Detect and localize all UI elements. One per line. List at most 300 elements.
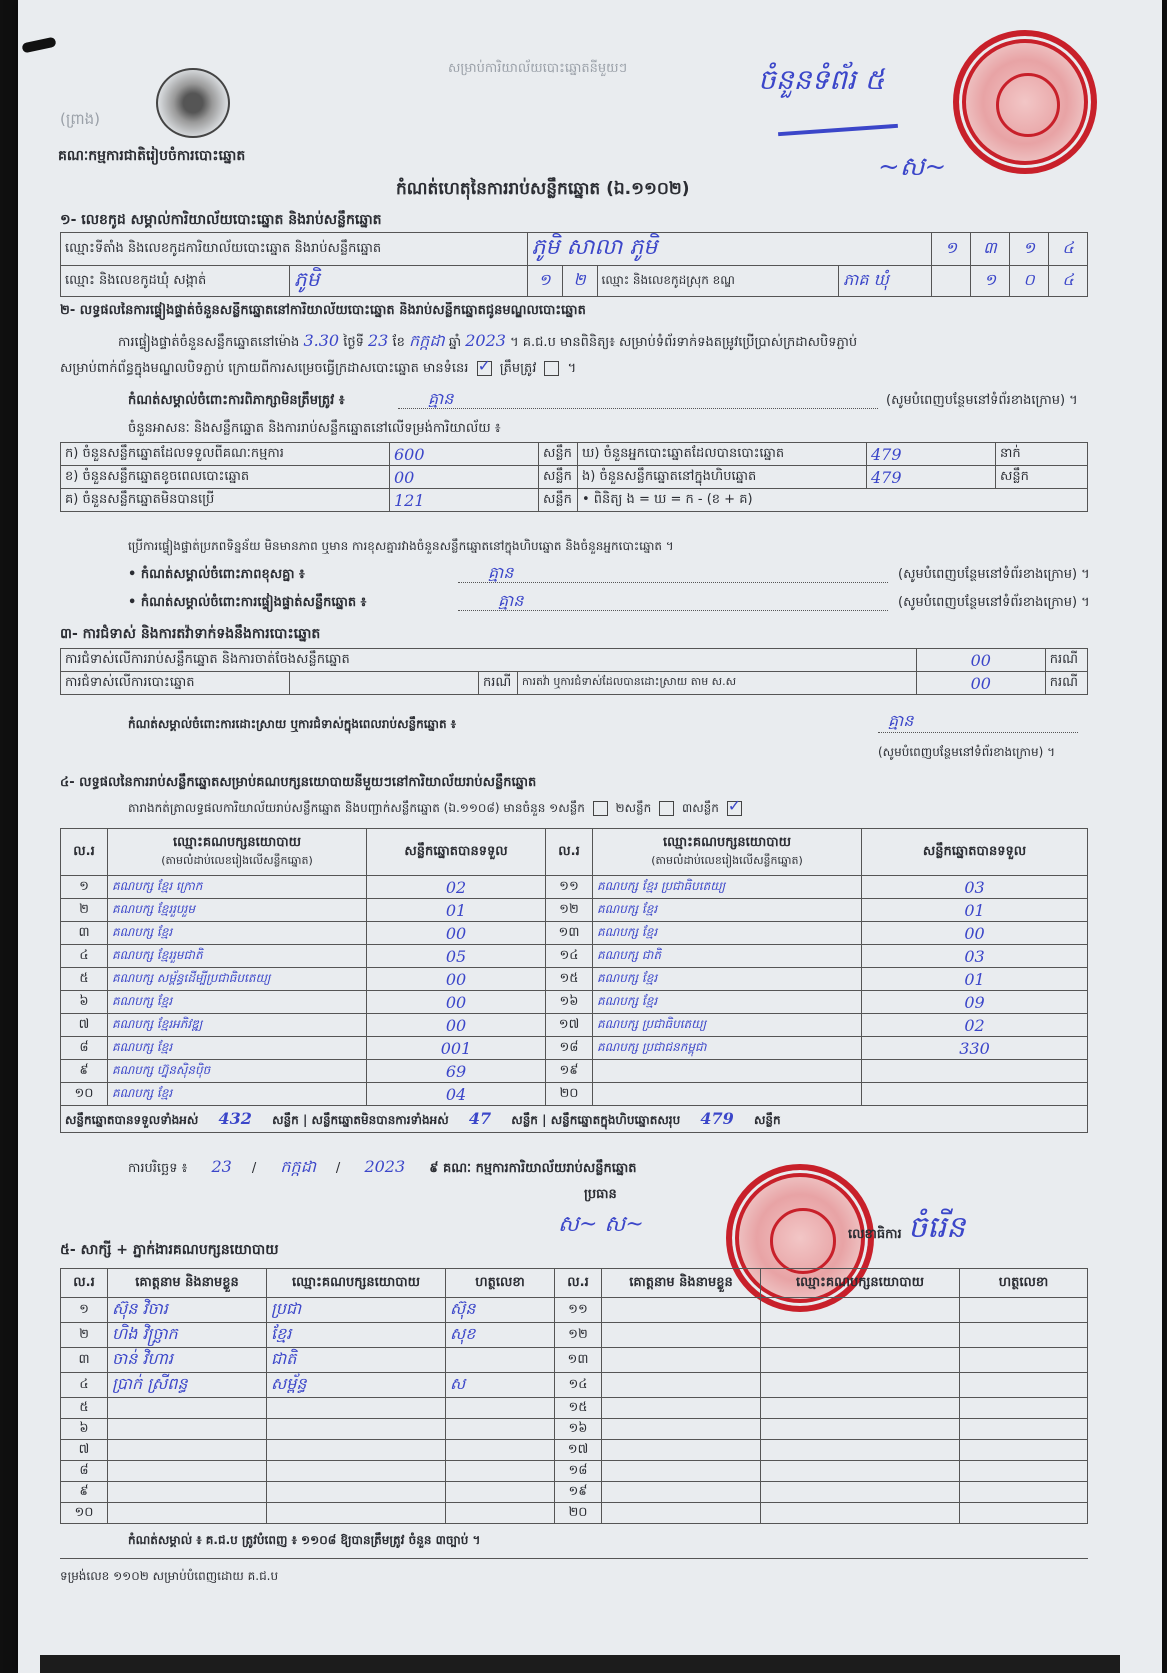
ballot-unit-d: នាក់ (996, 443, 1088, 466)
party-row (61, 1037, 1088, 1060)
party-votes: 02 (367, 876, 546, 899)
bullet1-label: • កំណត់សម្គាល់ចំពោះភាពខុសគ្នា ៖ (128, 567, 305, 582)
witness-name (602, 1323, 761, 1348)
party-name: គណបក្ស ខ្មែរ (593, 922, 862, 945)
party-row (61, 945, 1088, 968)
red-official-stamp-top (953, 30, 1097, 174)
party-no: ១៤ (546, 945, 593, 968)
witness-row (61, 1373, 1088, 1398)
party-name: គណបក្ស ជាតិ (593, 945, 862, 968)
party-votes: 09 (862, 991, 1088, 1014)
witness-no: ៩ (61, 1482, 108, 1503)
section3-note-suffix: (សូមបំពេញបន្ថែមនៅទំព័រខាងក្រោម) ។ (878, 745, 1056, 759)
party-row (61, 876, 1088, 899)
party-no: ១៣ (546, 922, 593, 945)
ballot-unit-b: សន្លឹក (539, 466, 578, 489)
party-no: ១៨ (546, 1037, 593, 1060)
party-votes: 05 (367, 945, 546, 968)
ballot-unit-e: សន្លឹក (996, 466, 1088, 489)
member-signature-1: ស~ ស~ (558, 1212, 644, 1237)
col-votes-right: សន្លឹកឆ្នោតបានទទួល (862, 829, 1088, 876)
witness-no: ៧ (61, 1440, 108, 1461)
party-name: គណបក្ស ខ្មែរ ក្រោក (108, 876, 367, 899)
objection-row2-unit-mid: ករណី (479, 672, 518, 695)
checkbox-two-sheets[interactable] (659, 801, 674, 816)
count-time: 3.30 (303, 331, 340, 350)
witness-party (761, 1398, 960, 1419)
emblem-icon (156, 68, 230, 138)
witness-name (602, 1482, 761, 1503)
witness-party (267, 1440, 446, 1461)
witness-no: ៣ (61, 1348, 108, 1373)
party-no: ១១ (546, 876, 593, 899)
opt-two-sheets: ២សន្លឹក (615, 801, 652, 815)
witness-row (61, 1298, 1088, 1323)
witness-signature (960, 1440, 1088, 1461)
witness-signature: សុខ (446, 1323, 555, 1348)
party-name: គណបក្ស ខ្មែរ (108, 922, 367, 945)
witness-row (61, 1440, 1088, 1461)
party-no: ១៧ (546, 1014, 593, 1037)
witness-no: ១៦ (555, 1419, 602, 1440)
section2-line3: ប្រើការផ្ទៀងផ្ទាត់ប្រភពទិន្នន័យ មិនមានភាព ឬមាន ការខុសគ្នារវាងចំនួនសន្លឹកឆ្នោតនៅក្នុងហិបឆ្នោត និងចំនួនអ្នកបោះឆ្នោត ។ (128, 539, 674, 553)
ballot-row (61, 489, 1088, 512)
ballot-unit-a: សន្លឹក (539, 443, 578, 466)
party-votes: 01 (862, 899, 1088, 922)
section1-table (60, 232, 1088, 297)
party-no: ៥ (61, 968, 108, 991)
witness-no: ១ (61, 1298, 108, 1323)
witness-no: ១៤ (555, 1373, 602, 1398)
scan-bottom-shadow (40, 1655, 1120, 1673)
valid-label: សន្លឹកឆ្នោតបានទទួលទាំងអស់ (65, 1112, 199, 1127)
checkbox-one-sheet[interactable] (593, 801, 608, 816)
party-name: គណបក្ស ខ្មែរ (108, 991, 367, 1014)
witness-party (267, 1398, 446, 1419)
objection-row1-unit: ករណី (1045, 649, 1087, 672)
location-digit-4: ៤ (1049, 233, 1088, 266)
objection-row2-label: ការជំទាស់លើការបោះឆ្នោត (61, 672, 290, 695)
faded-label: (ព្រាង) (60, 110, 100, 128)
ballot-row (61, 443, 1088, 466)
witness-party (761, 1348, 960, 1373)
witness-no: ១៣ (555, 1348, 602, 1373)
party-name (593, 1060, 862, 1083)
count-day: 23 (367, 331, 389, 350)
ballot-count-table (60, 442, 1088, 512)
handwritten-signature (778, 124, 898, 136)
party-votes: 00 (367, 922, 546, 945)
objection-row2-value: 00 (916, 672, 1045, 695)
total-unit: សន្លឹក (753, 1112, 781, 1127)
date-suffix: ៩ គណៈ កម្មការការិយាល័យរាប់សន្លឹកឆ្នោត (429, 1161, 637, 1176)
col-votes-left: សន្លឹកឆ្នោតបានទទួល (367, 829, 546, 876)
witness-row (61, 1323, 1088, 1348)
party-votes: 04 (367, 1083, 546, 1106)
section2-note-label: កំណត់សម្គាល់ចំពោះការពិភាក្សាមិនត្រឹមត្រូវ ៖ (128, 393, 345, 408)
commune-label: ឈ្មោះ និងលេខកូដឃុំ សង្កាត់ (61, 266, 290, 297)
witness-name (602, 1298, 761, 1323)
witness-name (602, 1348, 761, 1373)
section2-heading: ២- លទ្ធផលនៃការផ្ទៀងផ្ទាត់ចំនួនសន្លឹកឆ្នោតនៅការិយាល័យបោះឆ្នោត និងរាប់សន្លឹកឆ្នោតជូនមណ្ឌលបោះឆ្នោត (60, 303, 586, 318)
party-name: គណបក្ស ហ្វ៊ុនស៊ិនប៉ិច (108, 1060, 367, 1083)
witness-no: ១០ (61, 1503, 108, 1524)
witness-name (108, 1482, 267, 1503)
district-digit-3: ៤ (1049, 266, 1088, 297)
party-name: គណបក្ស ខ្មែរ (108, 1083, 367, 1106)
party-name: គណបក្ស ខ្មែរអភិវឌ្ឍ (108, 1014, 367, 1037)
witness-no: ៤ (61, 1373, 108, 1398)
col-party-title: ឈ្មោះគណបក្សនយោបាយ (173, 835, 301, 850)
witness-name (108, 1419, 267, 1440)
location-digit-3: ១ (1010, 233, 1049, 266)
witness-no: ៨ (61, 1461, 108, 1482)
party-name: គណបក្ស សម្ព័ន្ធដើម្បីប្រជាធិបតេយ្យ (108, 968, 367, 991)
line2-text: សម្រាប់ពាក់ព័ន្ធក្នុងមណ្ឌលបិទភ្ជាប់ ក្រោយពីការសម្រេចធ្វើក្រដាសបោះឆ្នោត មានទំនេរ (60, 361, 469, 376)
party-no: ១៦ (546, 991, 593, 1014)
party-row (61, 922, 1088, 945)
section2-line1 (118, 330, 857, 354)
witness-party (761, 1440, 960, 1461)
bullet2-dotted-line (458, 610, 888, 611)
section3-note-label: កំណត់សម្គាល់ចំពោះការដោះស្រាយ ឬការជំទាស់ក្នុងពេលរាប់សន្លឹកឆ្នោត ៖ (128, 717, 457, 731)
section1-heading: ១- លេខកូដ សម្គាល់ការិយាល័យបោះឆ្នោត និងរាប់សន្លឹកឆ្នោត (60, 212, 382, 228)
secretary-signature: ចំរើន (908, 1210, 966, 1245)
total-value: 479 (700, 1108, 734, 1128)
party-votes: 03 (862, 945, 1088, 968)
date-month: កក្កដា (280, 1157, 316, 1176)
bullet1-suffix: (សូមបំពេញបន្ថែមនៅទំព័រខាងក្រោម) ។ (898, 567, 1090, 582)
witness-party (267, 1419, 446, 1440)
ballot-label-c: គ) ចំនួនសន្លឹកឆ្នោតមិនបានប្រើ (61, 489, 390, 512)
party-no: ៨ (61, 1037, 108, 1060)
handwritten-signature-2: ~ស~ (878, 152, 947, 182)
witness-no: ២០ (555, 1503, 602, 1524)
witness-row (61, 1461, 1088, 1482)
witness-signature (446, 1461, 555, 1482)
witness-signature (960, 1298, 1088, 1323)
objection-row1-value: 00 (916, 649, 1045, 672)
party-name: គណបក្ស ខ្មែរ (593, 991, 862, 1014)
party-votes: 01 (862, 968, 1088, 991)
party-name: គណបក្ស ខ្មែររួមជាតិ (108, 945, 367, 968)
section5-heading: ៥- សាក្សី + ភ្នាក់ងារគណបក្សនយោបាយ (60, 1242, 279, 1258)
witness-party (761, 1482, 960, 1503)
bullet2-suffix: (សូមបំពេញបន្ថែមនៅទំព័រខាងក្រោម) ។ (898, 595, 1090, 610)
witness-signature (960, 1373, 1088, 1398)
witness-no: ៦ (61, 1419, 108, 1440)
location-value: ភូមិ សាលា ភូមិ (527, 233, 931, 266)
witness-no: ១៩ (555, 1482, 602, 1503)
witness-signature (960, 1348, 1088, 1373)
commune-value: ភូមិ (290, 266, 528, 297)
time-prefix: ការផ្ទៀងផ្ទាត់ចំនួនសន្លឹកឆ្នោតនៅម៉ោង (118, 335, 300, 350)
witness-row (61, 1503, 1088, 1524)
handwritten-page-count: ចំនួនទំព័រ ៥ (758, 63, 885, 96)
party-name (593, 1083, 862, 1106)
witness-signature: ស៊ុន (446, 1298, 555, 1323)
witness-signature (446, 1348, 555, 1373)
section2-line2: សម្រាប់ពាក់ព័ន្ធក្នុងមណ្ឌលបិទភ្ជាប់ ក្រោយពីការសម្រេចធ្វើក្រដាសបោះឆ្នោត មានទំនេរ ✓ ត្រឹមត្រូវ ។ (60, 360, 576, 379)
party-name: គណបក្ស ខ្មែរ ប្រជាធិបតេយ្យ (593, 876, 862, 899)
party-votes: 001 (367, 1037, 546, 1060)
district-digit-2: ០ (1010, 266, 1049, 297)
party-name: គណបក្ស ខ្មែរ (108, 1037, 367, 1060)
bullet2-value: គ្មាន (498, 591, 524, 610)
note-dotted-line (398, 408, 878, 409)
totals-row: សន្លឹកឆ្នោតបានទទួលទាំងអស់ 432 សន្លឹក | សន្លឹកឆ្នោតមិនបានការទាំងអស់ 47 សន្លឹក | សន្លឹកឆ្នោតក្នុងហិបឆ្នោតសរុប 479 សន្លឹក (61, 1106, 1088, 1133)
party-votes (862, 1060, 1088, 1083)
witness-party: ខ្មែរ (267, 1323, 446, 1348)
document-sheet (18, 0, 1162, 1673)
w-col-no-left: ល.រ (61, 1269, 108, 1298)
district-value: ភាគ ឃុំ (839, 266, 932, 297)
party-no: ៣ (61, 922, 108, 945)
party-votes: 00 (367, 968, 546, 991)
witness-party (267, 1503, 446, 1524)
invalid-unit: សន្លឹក (511, 1112, 538, 1127)
divider-line (60, 1558, 1088, 1559)
count-month: កក្កដា (409, 331, 445, 350)
bullet1-value: គ្មាន (488, 563, 514, 582)
ballot-value-b: 00 (390, 466, 539, 489)
hole-punch (21, 37, 56, 54)
w-col-sign-left: ហត្ថលេខា (446, 1269, 555, 1298)
org-name: គណៈកម្មការជាតិរៀបចំការបោះឆ្នោត (58, 148, 246, 164)
witness-signature (960, 1419, 1088, 1440)
w-col-no-right: ល.រ (555, 1269, 602, 1298)
party-votes: 00 (862, 922, 1088, 945)
col-party-title: ឈ្មោះគណបក្សនយោបាយ (663, 835, 791, 850)
witness-party (267, 1461, 446, 1482)
witness-party (761, 1323, 960, 1348)
witness-party: ប្រជា (267, 1298, 446, 1323)
section4-intro (128, 800, 746, 818)
count-year: 2023 (465, 331, 506, 350)
w-col-party-right: ឈ្មោះគណបក្សនយោបាយ (761, 1269, 960, 1298)
day-prefix: ថ្ងៃទី (343, 335, 364, 350)
witness-no: ៥ (61, 1398, 108, 1419)
ballot-value-e: 479 (867, 466, 996, 489)
party-name: គណបក្ស ខ្មែរ (593, 899, 862, 922)
section4-intro-text: តារាងកត់ត្រាលទ្ធផលការិយាល័យរាប់សន្លឹកឆ្នោត និងបញ្ជាក់សន្លឹកឆ្នោត (ឯ.១១០៨) មានចំនួន ១សន្លឹក (128, 801, 585, 815)
ballot-unit-c: សន្លឹក (539, 489, 578, 512)
party-name: គណបក្ស ប្រជាធិបតេយ្យ (593, 1014, 862, 1037)
witness-name (602, 1503, 761, 1524)
party-row (61, 991, 1088, 1014)
witness-name (602, 1440, 761, 1461)
witness-name (108, 1398, 267, 1419)
objection-row2-mid: ការតវ៉ា ឬការជំទាស់ដែលបានដោះស្រាយ តាម ស.ស (518, 672, 917, 695)
party-no: ១០ (61, 1083, 108, 1106)
witness-party (761, 1461, 960, 1482)
witness-name (602, 1419, 761, 1440)
party-no: ១២ (546, 899, 593, 922)
bullet1-dotted-line (458, 582, 888, 583)
witness-row (61, 1348, 1088, 1373)
ballot-label-b: ខ) ចំនួនសន្លឹកឆ្នោតខូចពេលបោះឆ្នោត (61, 466, 390, 489)
party-no: ១៩ (546, 1060, 593, 1083)
witness-row (61, 1398, 1088, 1419)
col-no-right: ល.រ (546, 829, 593, 876)
party-votes: 00 (367, 991, 546, 1014)
witness-party (761, 1419, 960, 1440)
party-name: គណបក្ស ប្រជាជនកម្ពុជា (593, 1037, 862, 1060)
section3-note-value: គ្មាន (888, 711, 914, 730)
witness-name (108, 1503, 267, 1524)
witness-table (60, 1268, 1088, 1524)
witness-row (61, 1482, 1088, 1503)
bottom-note: ទម្រង់លេខ ១១០២ សម្រាប់បំពេញដោយ គ.ជ.ប (60, 1569, 279, 1583)
section3-heading: ៣- ការជំទាស់ និងការតវ៉ាទាក់ទងនឹងការបោះឆ្នោត (60, 626, 321, 642)
party-no: ១៥ (546, 968, 593, 991)
witness-signature (446, 1419, 555, 1440)
checkbox-incorrect[interactable] (544, 361, 559, 376)
commune-digit-1: ១ (527, 266, 562, 297)
opt-three-sheets: ៣សន្លឹក (681, 801, 719, 815)
witness-signature (960, 1482, 1088, 1503)
w-col-party-left: ឈ្មោះគណបក្សនយោបាយ (267, 1269, 446, 1298)
top-note: សម្រាប់ការិយាល័យបោះឆ្នោតនីមួយៗ (448, 61, 628, 76)
members-label: ប្រធាន (584, 1187, 617, 1202)
party-votes: 69 (367, 1060, 546, 1083)
ballot-check-formula: • ពិនិត្យ ង = ឃ = ក - (ខ + គ) (578, 489, 1088, 512)
col-party-right (593, 829, 862, 876)
witness-no: ១១ (555, 1298, 602, 1323)
valid-value: 432 (218, 1108, 252, 1128)
party-no: ៤ (61, 945, 108, 968)
w-col-name-right: គោត្តនាម និងនាមខ្លួន (602, 1269, 761, 1298)
commune-digit-2: ២ (562, 266, 597, 297)
witness-party (267, 1482, 446, 1503)
section3-dotted-line (878, 732, 1078, 733)
section2-note-value: គ្មាន (428, 389, 454, 408)
witness-name (602, 1461, 761, 1482)
party-votes: 03 (862, 876, 1088, 899)
objection-row2-unit: ករណី (1045, 672, 1087, 695)
ballot-label-a: ក) ចំនួនសន្លឹកឆ្នោតដែលទទួលពីគណៈកម្មការ (61, 443, 390, 466)
party-votes: 00 (367, 1014, 546, 1037)
col-no-left: ល.រ (61, 829, 108, 876)
party-votes (862, 1083, 1088, 1106)
party-no: ៩ (61, 1060, 108, 1083)
month-prefix: ខែ (392, 335, 405, 350)
party-votes: 02 (862, 1014, 1088, 1037)
witness-signature (960, 1461, 1088, 1482)
party-row (61, 968, 1088, 991)
date-year: 2023 (364, 1157, 406, 1176)
witness-signature (960, 1398, 1088, 1419)
total-label: សន្លឹកឆ្នោតក្នុងហិបឆ្នោតសរុប (550, 1112, 681, 1127)
location-digit-1: ១ (932, 233, 971, 266)
col-party-left (108, 829, 367, 876)
party-row (61, 899, 1088, 922)
witness-signature: ស (446, 1373, 555, 1398)
party-row (61, 1083, 1088, 1106)
witness-no: ១៧ (555, 1440, 602, 1461)
ballot-label-d: ឃ) ចំនួនអ្នកបោះឆ្នោតដែលបានបោះឆ្នោត (578, 443, 867, 466)
section2-intro: ចំនួនអាសនៈ និងសន្លឹកឆ្នោត និងការរាប់សន្លឹកឆ្នោតនៅលើទម្រង់ការិយាល័យ ៖ (128, 421, 501, 436)
district-spacer (932, 266, 971, 297)
witness-party: ជាតិ (267, 1348, 446, 1373)
form-title: កំណត់ហេតុនៃការរាប់សន្លឹកឆ្នោត (ឯ.១១០២) (396, 179, 690, 199)
witness-signature (446, 1398, 555, 1419)
objection-row1-label: ការជំទាស់លើការរាប់សន្លឹកឆ្នោត និងការចាត់ចែងសន្លឹកឆ្នោត (61, 649, 917, 672)
witness-party (761, 1373, 960, 1398)
witness-signature (960, 1323, 1088, 1348)
location-label: ឈ្មោះទីតាំង និងលេខកូដការិយាល័យបោះឆ្នោត និងរាប់សន្លឹកឆ្នោត (61, 233, 528, 266)
witness-name: ចាន់ វិហារ (108, 1348, 267, 1373)
witness-signature (446, 1482, 555, 1503)
objections-table (60, 648, 1088, 695)
party-no: ២០ (546, 1083, 593, 1106)
location-digit-2: ៣ (971, 233, 1010, 266)
party-name: គណបក្ស ខ្មែរ (593, 968, 862, 991)
invalid-value: 47 (468, 1108, 492, 1128)
party-votes: 01 (367, 899, 546, 922)
witness-signature (446, 1440, 555, 1461)
witness-party (761, 1503, 960, 1524)
secretary-label: លេខាធិការ (848, 1227, 902, 1242)
witness-no: ១៥ (555, 1398, 602, 1419)
bullet2-label: • កំណត់សម្គាល់ចំពោះការផ្ទៀងផ្ទាត់សន្លឹកឆ្នោត ៖ (128, 595, 367, 610)
witness-name (602, 1373, 761, 1398)
party-votes: 330 (862, 1037, 1088, 1060)
witness-no: ១២ (555, 1323, 602, 1348)
date-label: ការបរិច្ឆេទ ៖ (128, 1161, 188, 1176)
section5-footnote: កំណត់សម្គាល់ ៖ គ.ជ.ប ត្រូវបំពេញ ៖ ១១០៨ ឱ្យបានត្រឹមត្រូវ ចំនួន ៣ច្បាប់ ។ (128, 1533, 481, 1547)
party-name: គណបក្ស ខ្មែររួបរួម (108, 899, 367, 922)
opt-yes-label: ត្រឹមត្រូវ (499, 361, 537, 376)
year-prefix: ឆ្នាំ (448, 335, 462, 350)
witness-name: ស៊ុន វិចារ (108, 1298, 267, 1323)
party-no: ២ (61, 899, 108, 922)
w-col-sign-right: ហត្ថលេខា (960, 1269, 1088, 1298)
col-party-subtitle: (តាមលំដាប់លេខរៀងលើសន្លឹកឆ្នោត) (651, 854, 803, 867)
checkbox-three-sheets[interactable] (727, 801, 742, 816)
district-label: ឈ្មោះ និងលេខកូដស្រុក ខណ្ឌ (597, 266, 839, 297)
district-digit-1: ១ (971, 266, 1010, 297)
ballot-row (61, 466, 1088, 489)
witness-name: ប្រាក់ ស្រីពន្ធ (108, 1373, 267, 1398)
w-col-name-left: គោត្តនាម និងនាមខ្លួន (108, 1269, 267, 1298)
witness-name (108, 1440, 267, 1461)
witness-no: ១៨ (555, 1461, 602, 1482)
party-row (61, 1060, 1088, 1083)
checkbox-correct[interactable] (477, 361, 492, 376)
party-results-table (60, 828, 1088, 1133)
witness-no: ២ (61, 1323, 108, 1348)
ballot-value-d: 479 (867, 443, 996, 466)
line1-suffix: ។ គ.ជ.ប មានពិនិត្យ៖ សម្រាប់ទំព័រទាក់ទងតម្រូវប្រើប្រាស់ក្រដាសបិទភ្ជាប់ (510, 335, 858, 350)
party-row (61, 1014, 1088, 1037)
witness-name: ហិង វិច្ឆ្រាក (108, 1323, 267, 1348)
ballot-label-e: ង) ចំនួនសន្លឹកឆ្នោតនៅក្នុងហិបឆ្នោត (578, 466, 867, 489)
invalid-label: សន្លឹកឆ្នោតមិនបានការទាំងអស់ (311, 1112, 449, 1127)
date-day: 23 (211, 1157, 232, 1176)
witness-party (761, 1298, 960, 1323)
party-no: ១ (61, 876, 108, 899)
objection-row2-blank (290, 672, 479, 695)
witness-party: សម្ព័ន្ធ (267, 1373, 446, 1398)
party-no: ៦ (61, 991, 108, 1014)
col-party-subtitle: (តាមលំដាប់លេខរៀងលើសន្លឹកឆ្នោត) (161, 854, 313, 867)
witness-signature (446, 1503, 555, 1524)
section4-heading: ៤- លទ្ធផលនៃការរាប់សន្លឹកឆ្នោតសម្រាប់គណបក្សនយោបាយនីមួយៗនៅការិយាល័យរាប់សន្លឹកឆ្នោត (60, 775, 537, 790)
section2-note-suffix: (សូមបំពេញបន្ថែមនៅទំព័រខាងក្រោម) ។ (886, 393, 1078, 408)
witness-name (108, 1461, 267, 1482)
witness-name (602, 1398, 761, 1419)
